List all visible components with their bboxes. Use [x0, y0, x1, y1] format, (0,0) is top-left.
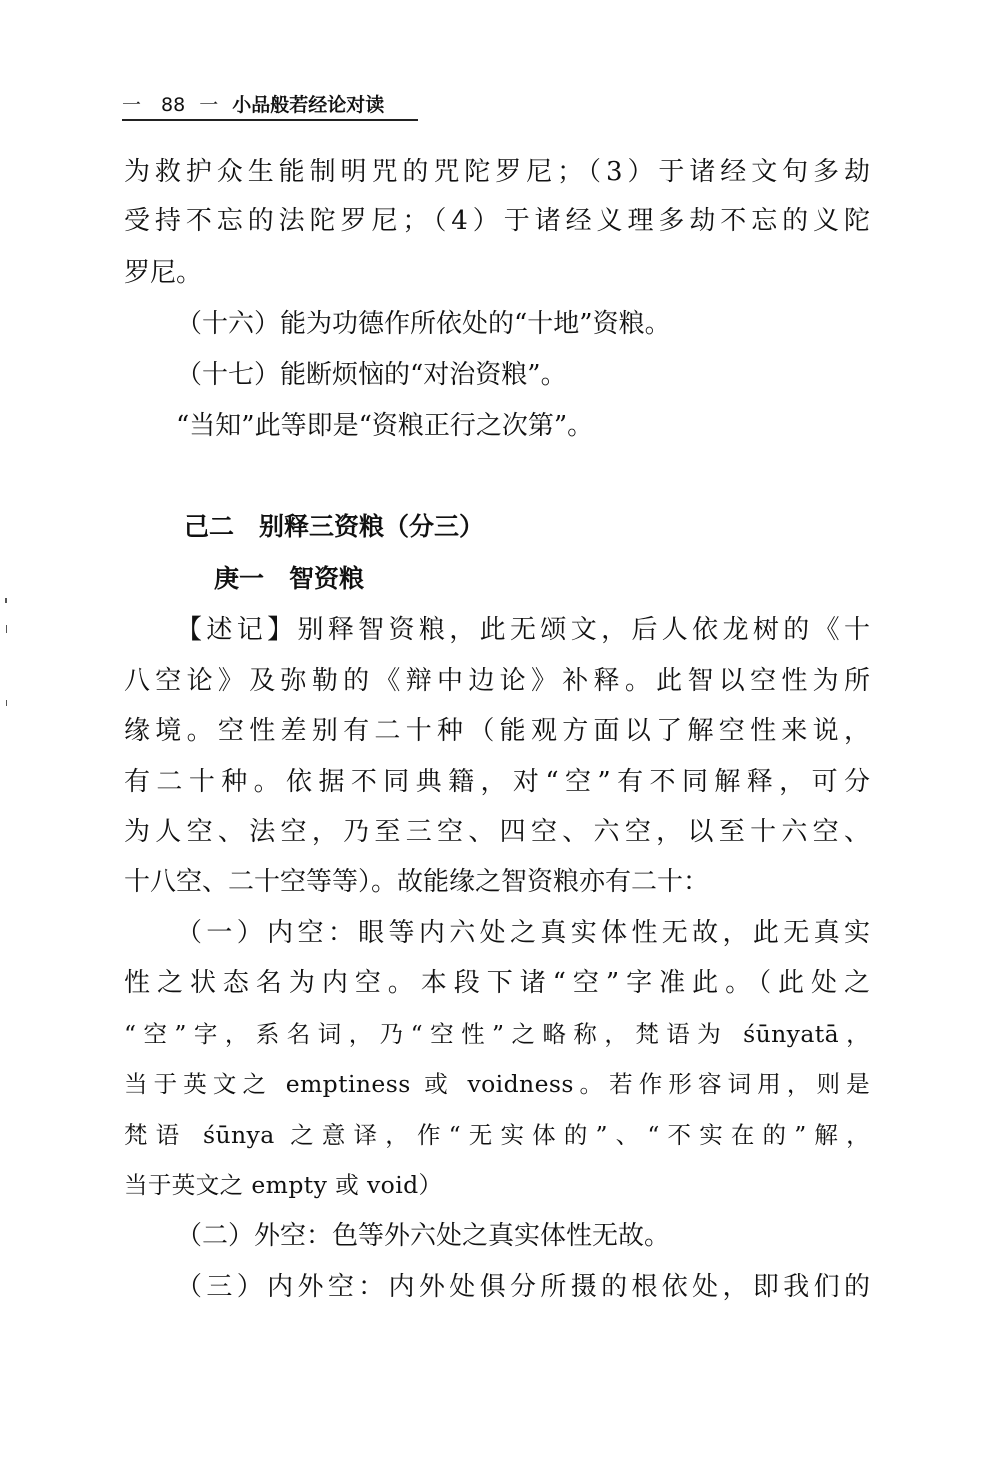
- paragraph-line: 受持不忘的法陀罗尼；（4）于诸经义理多劫不忘的义陀: [124, 206, 870, 236]
- header-dash-left: 一: [122, 94, 142, 116]
- list-item: （十七）能断烦恼的“对治资粮”。: [176, 360, 567, 390]
- scan-speck: [5, 598, 7, 603]
- body-line: （三）内外空：内外处俱分所摄的根依处，即我们的: [176, 1272, 870, 1302]
- body-line: 【述记】别释智资粮，此无颂文，后人依龙树的《十: [176, 615, 870, 645]
- subsection-heading: 庚一 智资粮: [214, 564, 365, 593]
- page-number: 88: [161, 94, 186, 116]
- body-line: 十八空、二十空等等）。故能缘之智资粮亦有二十：: [124, 867, 710, 897]
- header-dash-right: 一: [199, 94, 219, 116]
- body-line: 有二十种。依据不同典籍，对“空”有不同解释，可分: [124, 767, 870, 797]
- body-line: 为人空、法空，乃至三空、四空、六空，以至十六空、: [124, 817, 870, 847]
- body-line: 性之状态名为内空。本段下诸“空”字准此。（此处之: [124, 968, 870, 998]
- section-heading: 己二 别释三资粮（分三）: [184, 512, 485, 541]
- body-line: 梵语 śūnya 之意译，作“无实体的”、“不实在的”解，: [124, 1121, 870, 1149]
- body-line: （一）内空：眼等内六处之真实体性无故，此无真实: [176, 918, 870, 948]
- list-item: （十六）能为功德作所依处的“十地”资粮。: [176, 309, 671, 339]
- book-title: 小品般若经论对读: [232, 94, 385, 116]
- body-line: “空”字，系名词，乃“空性”之略称，梵语为 śūnyatā，: [124, 1020, 870, 1048]
- body-line: 八空论》及弥勒的《辩中边论》补释。此智以空性为所: [124, 666, 870, 696]
- body-line: 缘境。空性差别有二十种（能观方面以了解空性来说，: [124, 716, 870, 746]
- body-line: 当于英文之 empty 或 void）: [124, 1171, 443, 1199]
- body-line: （二）外空：色等外六处之真实体性无故。: [176, 1221, 671, 1251]
- running-header: [122, 92, 418, 121]
- body-line: 当于英文之 emptiness 或 voidness。若作形容词用，则是: [124, 1070, 870, 1098]
- scan-speck: [6, 625, 7, 633]
- scan-speck: [6, 700, 7, 706]
- paragraph-line: 罗尼。: [124, 258, 203, 288]
- paragraph-line: 为救护众生能制明咒的咒陀罗尼；（3）于诸经文句多劫: [124, 157, 870, 187]
- paragraph-line: “当知”此等即是“资粮正行之次第”。: [176, 411, 594, 441]
